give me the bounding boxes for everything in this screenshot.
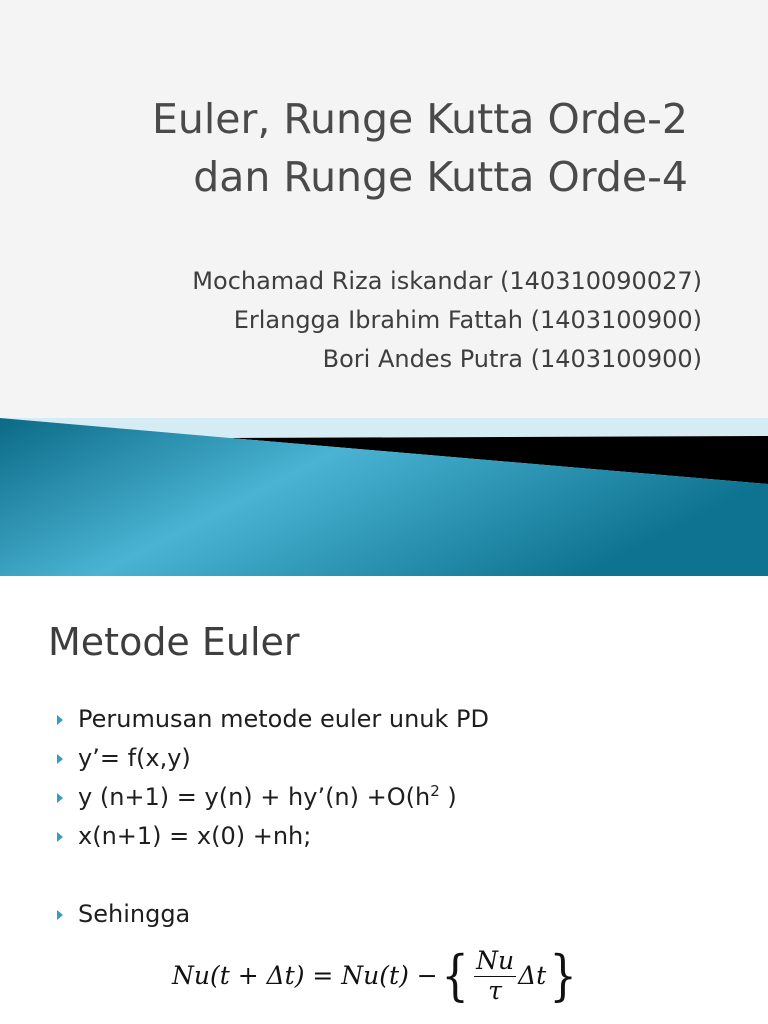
- formula-trailing: Δt: [518, 961, 547, 990]
- fraction-denominator: τ: [488, 976, 503, 1005]
- title-line-2: dan Runge Kutta Orde-4: [193, 153, 688, 201]
- list-item: Perumusan metode euler unuk PD: [56, 700, 489, 739]
- bullet-arrow-icon: [57, 793, 63, 803]
- euler-formula: [172, 943, 581, 1007]
- bullet-arrow-icon: [57, 910, 63, 920]
- fraction-numerator: Nu: [476, 946, 515, 975]
- bullet-list: [56, 700, 489, 934]
- author-3: Bori Andes Putra (1403100900): [322, 345, 702, 373]
- formula-fraction: [474, 946, 516, 1005]
- section-heading: Metode Euler: [48, 620, 300, 664]
- bullet-arrow-icon: [57, 832, 63, 842]
- right-brace-icon: }: [549, 943, 578, 1007]
- author-2: Erlangga Ibrahim Fattah (1403100900): [233, 306, 702, 334]
- list-item: y’= f(x,y): [56, 739, 489, 778]
- bullet-arrow-icon: [57, 715, 63, 725]
- bullet-arrow-icon: [57, 754, 63, 764]
- list-item: x(n+1) = x(0) +nh;: [56, 817, 489, 856]
- title-line-1: Euler, Runge Kutta Orde-2: [151, 95, 688, 143]
- formula-lhs: Nu(t + Δt) = Nu(t) −: [172, 961, 438, 990]
- euler-slide: [0, 576, 768, 1024]
- list-item: y (n+1) = y(n) + hy’(n) $+O(h^2$ ): [56, 778, 489, 817]
- author-1: Mochamad Riza iskandar (140310090027): [192, 267, 702, 295]
- list-item: Sehingga: [56, 895, 489, 934]
- left-brace-icon: {: [441, 943, 469, 1007]
